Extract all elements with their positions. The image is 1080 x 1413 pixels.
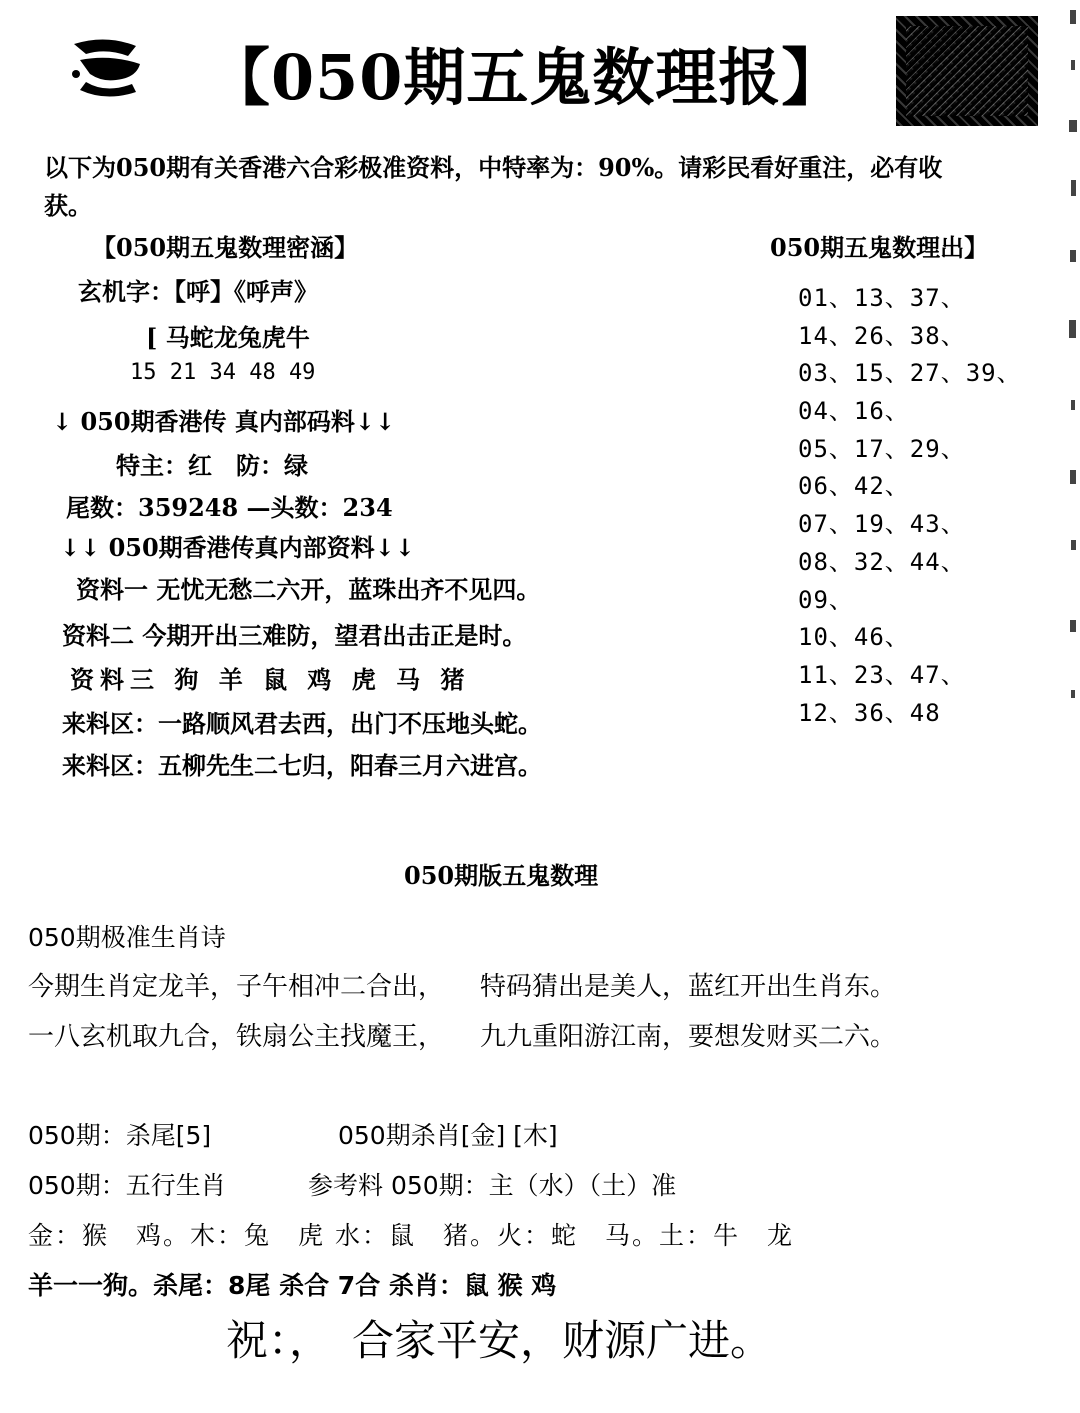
summary-line: 羊一一狗。杀尾：8尾 杀合 7合 杀肖：鼠 猴 鸡 <box>28 1271 557 1300</box>
number-row: 03、15、27、39、 <box>798 359 1022 388</box>
section-title-out: 050期五鬼数理出】 <box>770 233 989 262</box>
tezhu-line: 特主：红 防：绿 <box>116 451 308 480</box>
number-row: 04、16、 <box>798 397 910 426</box>
number-row: 01、13、37、 <box>798 284 966 312</box>
number-row: 12、36、48 <box>798 698 941 727</box>
number-row: 05、17、29、 <box>798 434 966 463</box>
inner-data-heading: ↓↓ 050期香港传真内部资料↓↓ <box>60 533 415 562</box>
weishu-line: 尾数：359248 —头数：234 <box>66 493 393 522</box>
number-row: 09、 <box>798 585 854 614</box>
shaxiao-line: 050期杀肖[金] [木] <box>338 1121 558 1150</box>
poem-line-2b: 九九重阳游江南，要想发财买二六。 <box>480 1022 897 1052</box>
qr-code-image <box>896 16 1038 126</box>
shawei-line: 050期：杀尾[5] <box>28 1121 212 1150</box>
ziliao-2: 资料二 今期开出三难防，望君出击正是时。 <box>62 621 527 650</box>
intro-line-2: 获。 <box>44 191 92 220</box>
number-list <box>798 278 1068 730</box>
lailiao-2: 来料区：五柳先生二七归，阳春三月六进宫。 <box>62 751 542 780</box>
poem-line-1a: 今期生肖定龙羊，子午相冲二合出， <box>28 972 445 1002</box>
number-row: 14、26、38、 <box>798 321 966 350</box>
poem-line-1 <box>28 966 896 1003</box>
zodiac-numbers: 15 21 34 48 49 <box>130 360 316 385</box>
ziliao-1: 资料一 无忧无愁二六开，蓝珠出齐不见四。 <box>76 575 541 604</box>
wuxing-line: 050期：五行生肖 <box>28 1171 226 1200</box>
poem-line-2a: 一八玄机取九合，铁扇公主找魔王， <box>28 1022 445 1052</box>
inner-code-heading: ↓ 050期香港传 真内部码料↓↓ <box>52 407 396 436</box>
zodiac-group: [ 马蛇龙兔虎牛 <box>146 323 310 352</box>
poem-line-2 <box>28 1016 896 1053</box>
elements-line: 金：猴 鸡。木：兔 虎 水：鼠 猪。火：蛇 马。土：牛 龙 <box>28 1221 794 1250</box>
page-title: 【050期五鬼数理报】 <box>208 41 845 114</box>
section-title-mihan: 【050期五鬼数理密涵】 <box>92 233 359 262</box>
poem-line-1b: 特码猜出是美人，蓝红开出生肖东。 <box>480 972 897 1002</box>
number-row: 06、42、 <box>798 472 910 501</box>
blessing-line: 祝：， 合家平安，财源广进。 <box>226 1316 773 1365</box>
logo-icon <box>66 34 146 98</box>
number-row: 08、32、44、 <box>798 547 966 576</box>
poem-title: 050期极准生肖诗 <box>28 923 226 952</box>
ziliao-3: 资料三 狗 羊 鼠 鸡 虎 马 猪 <box>70 665 471 694</box>
edge-scan-marks <box>1066 0 1080 760</box>
cankao-line: 参考料 050期：主（水）（土）准 <box>308 1171 677 1200</box>
section-title-ban: 050期版五鬼数理 <box>404 861 599 890</box>
lailiao-1: 来料区：一路顺风君去西，出门不压地头蛇。 <box>62 709 542 738</box>
number-row: 10、46、 <box>798 623 910 652</box>
number-row: 07、19、43、 <box>798 510 966 539</box>
xuanji-line: 玄机字：【呼】《呼声》 <box>78 277 318 306</box>
intro-line-1: 以下为050期有关香港六合彩极准资料，中特率为：90%。请彩民看好重注，必有收 <box>44 153 943 182</box>
number-row: 11、23、47、 <box>798 660 966 689</box>
